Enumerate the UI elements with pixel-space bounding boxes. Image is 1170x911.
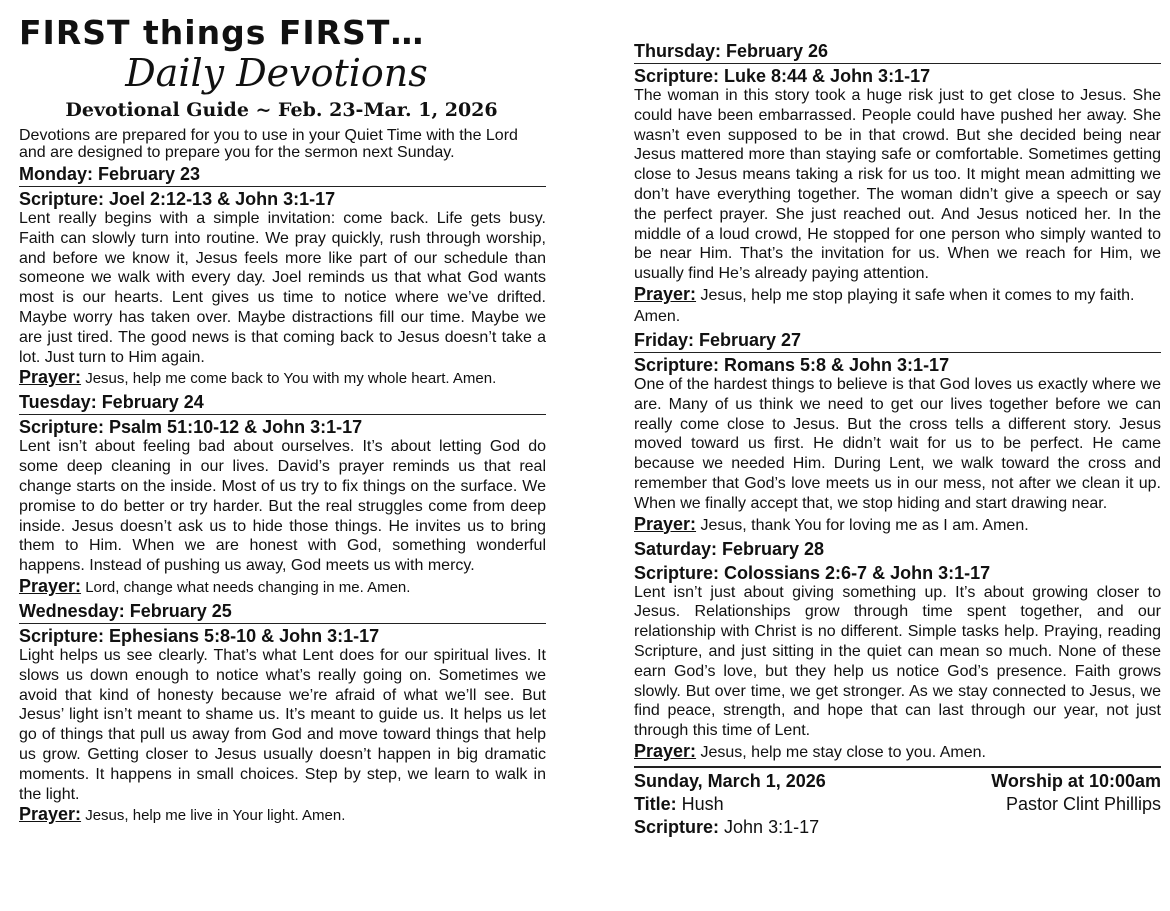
intro-text: Devotions are prepared for you to use in your Quiet Time with the Lord and are designed to prepare you for the sermon next Sunday.	[19, 127, 518, 161]
day-heading: Tuesday: February 24	[19, 392, 204, 413]
sermon-scripture-label: Scripture:	[634, 816, 720, 837]
scripture-heading: Scripture: Joel 2:12-13 & John 3:1-17	[19, 186, 546, 209]
scripture-heading: Scripture: Ephesians 5:8-10 & John 3:1-17	[19, 623, 546, 646]
prayer-text: Jesus, help me stop playing it safe when it comes to my faith. Amen.	[634, 286, 1135, 325]
sermon-title-label: Title:	[634, 793, 677, 814]
worship-time: Worship at 10:00am	[991, 770, 1161, 791]
day-heading: Saturday: February 28	[634, 538, 825, 559]
sermon-scripture-value: John 3:1-17	[719, 816, 820, 837]
scripture-heading: Scripture: Colossians 2:6-7 & John 3:1-17	[634, 562, 991, 583]
day-heading: Wednesday: February 25	[19, 600, 232, 621]
prayer-label: Prayer:	[634, 740, 697, 761]
right-column	[634, 38, 1161, 839]
prayer-line	[19, 804, 546, 826]
prayer-label: Prayer:	[19, 367, 82, 388]
devotion-monday	[19, 164, 546, 389]
scripture-heading: Scripture: Luke 8:44 & John 3:1-17	[634, 63, 1161, 86]
prayer-line	[634, 514, 1161, 536]
day-heading: Monday: February 23	[19, 164, 201, 184]
sermon-scripture	[634, 816, 1161, 839]
prayer-line	[634, 284, 1161, 327]
page-title: FIRST things FIRST…	[19, 13, 425, 52]
sunday-sermon-box	[634, 766, 1161, 839]
sunday-date: Sunday, March 1, 2026	[634, 770, 826, 791]
devotion-tuesday	[19, 392, 546, 598]
prayer-label: Prayer:	[634, 283, 697, 304]
prayer-line	[634, 741, 1161, 763]
devotion-saturday	[634, 539, 1161, 763]
sermon-title	[634, 793, 724, 816]
devotion-body: Lent isn’t just about giving something up. It’s about growing closer to Jesus. Relationships grow through time spent together, and our relationship with Christ is no different. Simple tasks help. Praying, reading Scripture, and just sitting in the quiet can mean so much. None of these earn God’s love, but they help us notice God’s presence. Faith grows slowly. But over time, we get stronger. As we stay connected to Jesus, we find peace, strength, and hope that can last through our year, not just through this time of Lent.	[634, 583, 1161, 740]
prayer-text: Jesus, thank You for loving me as I am. Amen.	[696, 516, 1029, 534]
day-heading: Thursday: February 26	[634, 41, 829, 61]
devotion-body: Lent isn’t about feeling bad about ourselves. It’s about letting God do some deep cleaning in our lives. David’s prayer reminds us that real change starts on the inside. Most of us try to fix things on the surface. We promise to do better or try harder. But the real struggles come from deep inside. Jesus doesn’t ask us to hide those things. He invites us to bring them to Him. When we are honest with God, something wonderful happens. Instead of pushing us away, God meets us with mercy.	[19, 438, 546, 575]
prayer-text: Lord, change what needs changing in me. Amen.	[81, 578, 411, 596]
prayer-label: Prayer:	[19, 804, 82, 825]
devotion-body: Lent really begins with a simple invitation: come back. Life gets busy. Faith can slowly turn into routine. We pray quickly, rush through worship, and before we know it, Jesus feels more like part of our schedule than someone we walk with every day. Joel reminds us that what God wants most is our hearts. Lent gives us time to notice where we’ve drifted. Maybe worry has taken over. Maybe distractions fill our time. Maybe we are just tired. The good news is that coming back to Jesus doesn’t take a lot. Just turn to Him again.	[19, 210, 546, 366]
guide-dates: Devotional Guide ~ Feb. 23-Mar. 1, 2026	[65, 99, 498, 121]
scripture-heading: Scripture: Romans 5:8 & John 3:1-17	[634, 352, 1161, 375]
left-column	[19, 0, 546, 826]
devotion-friday	[634, 330, 1161, 536]
prayer-text: Jesus, help me stay close to you. Amen.	[696, 743, 986, 761]
prayer-line	[19, 367, 546, 389]
scripture-heading: Scripture: Psalm 51:10-12 & John 3:1-17	[19, 414, 546, 437]
prayer-line	[19, 576, 546, 598]
prayer-text: Jesus, help me live in Your light. Amen.	[81, 807, 346, 825]
devotion-body: Light helps us see clearly. That’s what Lent does for our spiritual lives. It slows us down enough to notice what’s really going on. Sometimes we avoid that kind of honesty because we’re afraid of what we’ll see. But Jesus’ light isn’t meant to shame us. It’s meant to guide us. It helps us let go of things that pull us away from God and move toward things that help us grow. Getting closer to Jesus usually doesn’t happen in big dramatic moments. It happens in small choices. Step by step, we learn to walk in the light.	[19, 646, 546, 803]
devotion-thursday	[634, 41, 1161, 327]
devotion-body: The woman in this story took a huge risk just to get close to Jesus. She could have been embarrassed. People could have pushed her away. She wasn’t even supposed to be in that crowd. But she decided being near Jesus mattered more than staying safe or comfortable. Sometimes getting close to Jesus means taking a risk for us too. It might mean admitting we don’t have everything together. The woman didn’t give a speech or say the perfect prayer. She just reached out. And Jesus noticed her. In the middle of a loud crowd, He stopped for one person who simply wanted to be near Him. That’s the invitation for us. When we reach for Him, we usually find He’s already paying attention.	[634, 87, 1161, 283]
sermon-title-value: Hush	[676, 793, 724, 814]
page-subtitle: Daily Devotions	[125, 51, 428, 95]
day-heading: Friday: February 27	[634, 329, 802, 350]
prayer-text: Jesus, help me come back to You with my whole heart. Amen.	[81, 370, 497, 388]
devotion-wednesday	[19, 601, 546, 826]
prayer-label: Prayer:	[19, 575, 82, 596]
prayer-label: Prayer:	[634, 513, 697, 534]
sunday-row-1	[634, 770, 1161, 793]
sunday-row-2	[634, 793, 1161, 816]
pastor-name: Pastor Clint Phillips	[1005, 793, 1161, 814]
devotion-body: One of the hardest things to believe is that God loves us exactly where we are. Many of us think we need to get our lives together before we can really come close to Jesus. But the cross tells a different story. Jesus moved toward us first. He didn’t wait for us to be perfect. He came because we needed Him. During Lent, we walk toward the cross and remember that God’s love meets us in our mess, not after we clean it up. When we finally accept that, we stop hiding and start drawing near.	[634, 375, 1161, 512]
